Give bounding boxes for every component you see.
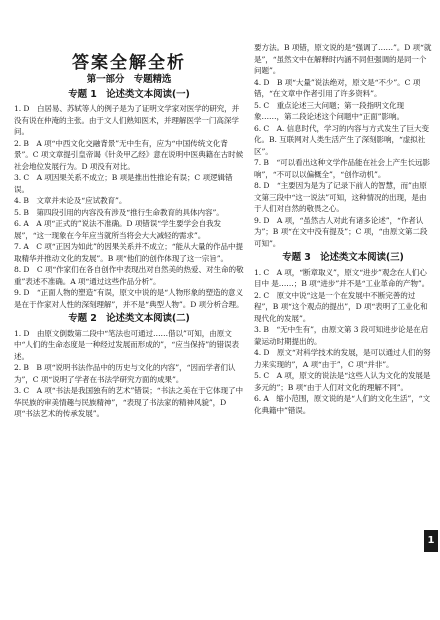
answer-paragraph: 5. C 重点论述三大问题；第一段指明文化现象……，第二段论述这个问题中“正面”影响。 (254, 100, 404, 121)
answer-paragraph: 6. C A. 信息时代，学习的内容与方式发生了巨大变化。B. 互联网对人类生活产生了深刻影响，“虚拟社区”。 (254, 123, 429, 156)
answer-paragraph: 要方法。B 项错，原文说的是“强调了……”。D 项“就是”，“虽然文中在解释时内涵不同但强调的是同一个问题”。 (254, 43, 432, 75)
answer-paragraph: 1. D 由原文倒数第二段中“笔法也可通过……借以”可知，由原文中“人们的生命态度是一种经过发展而形成的”，“应当保持”的错误表述。 (14, 328, 239, 361)
answer-paragraph: 9. D “正面人物的塑造”有误，原文中说的是“人物形象的塑造的意义是在于作家对人性的深刻理解”，并不是“典型人物”。D 项分析合理。 (14, 288, 244, 309)
answer-paragraph: 6. A A 项“正式的”说法不准确。D 项错误“学生要学会自我发展”，“这一现象在今年应当就所当将会大大减轻的需求”。 (14, 219, 221, 240)
answer-paragraph: 6. A 缩小范围，原文说的是“人们的文化生活”，“文化典籍中”错误。 (254, 394, 430, 415)
answer-paragraph: 8. D “主要因为是为了记录下前人的智慧，而”由原文第三段中“这一说法”可知，这种情况的出现，是由于人们对自然的敬畏之心。 (254, 181, 427, 213)
answer-paragraph: 2. B A 项“中西文化交融背景”无中生有，应为“中国传统文化背景”。C 项文章提引皇帝谒《针灸甲乙经》意在说明中医典籍在古时候社会地位发展行为。D 项没有对比。 (14, 138, 244, 171)
topic-heading: 专题 1 论述类文本阅读(一) (68, 88, 190, 100)
answer-paragraph: 2. C 原文中说“这是一个在发展中不断完善的过程”，B 项“这个观点的提出”，D 项“表明了工业化和现代化的发展”。 (254, 290, 428, 323)
answer-paragraph: 2. B B 项“说明书法作品中的历史与文化的内容”，“因而学者们认为”，C 项“说明了学者在书法学研究方面的成果”。 (14, 363, 236, 384)
answer-paragraph: 5. C A 项，原文的说法是“这些人认为文化的发展是多元的”；B 项“由于人们对文化的理解不同”。 (254, 371, 431, 392)
answer-paragraph: 7. B “可以看出这种文学作品能在社会上产生长远影响”，“不可以以偏概全”，“创作动机”。 (254, 158, 430, 179)
part-title: 第一部分 专题精选 (86, 74, 172, 85)
topic-heading: 专题 2 论述类文本阅读(二) (68, 313, 190, 324)
answer-paragraph: 4. D B 项“大量”说法绝对，原文是“不少”。C 项错，“在文章中作者引用了许多资料”。 (254, 77, 421, 98)
left-items (14, 89, 244, 420)
answer-paragraph: 8. D C 项“作家们在各自创作中表现出对自然美的热爱、对生命的敬重”表述不准确。A 项“通过这些作品分析”。 (14, 265, 244, 286)
answer-paragraph: 9. D A 项，“虽然古人对此有诸多论述”，“作者认为”；B 项“在文中没有提及”；C 项，“由原文第二段可知”。 (254, 215, 428, 248)
topic-heading: 专题 3 论述类文本阅读(三) (282, 252, 404, 263)
answer-paragraph: 3. C A 项“书法是我国独有的艺术”错误；“书法之美在于它体现了中华民族的审美情趣与民族精神”，“表现了书法家的精神风貌”，D 项“书法艺术的传承发展”。 (14, 386, 243, 418)
answer-paragraph: 1. C A 项，“断章取义”，原文“进步”观念在人们心目中 是……；B 项“进步”并不是“工业革命的产物”。 (254, 267, 430, 288)
answer-paragraph: 3. B “无中生有”，由原文第 3 段可知进步论是在启蒙运动时期提出的。 (254, 325, 429, 346)
answer-paragraph: 5. B 第四段引用的内容没有涉及“推行生命教育的具体内容”。 (14, 207, 224, 217)
answer-paragraph: 4. D 原文“对科学技术的发展，是可以通过人们的努力来实现的”，A 项“由于”，C 项“并非”。 (254, 348, 431, 369)
right-column (254, 42, 432, 416)
doc-title: 答案全解全析 (72, 53, 186, 73)
answer-paragraph: 7. A C 项“正因为如此”的因果关系并不成立；“能从大量的作品中提取精华并推动文化的发展”。B 项“他们的创作体现了这一宗旨”。 (14, 242, 243, 263)
answer-paragraph: 3. C A 项因果关系不成立；B 项是推出性推论有误；C 项逻辑错误。 (14, 173, 233, 194)
left-column (14, 44, 244, 420)
page-number: 1 (424, 530, 438, 552)
right-items (254, 42, 432, 416)
answer-paragraph: 1. D 白居易、苏轼等人的例子是为了证明文学家对医学的研究，并没有说在仲淹的主张。由于文人们熟知医术，并理解医学一门高深学问。 (14, 104, 240, 136)
answer-paragraph: 4. B 文章并未论及“应试教育”。 (14, 196, 127, 205)
